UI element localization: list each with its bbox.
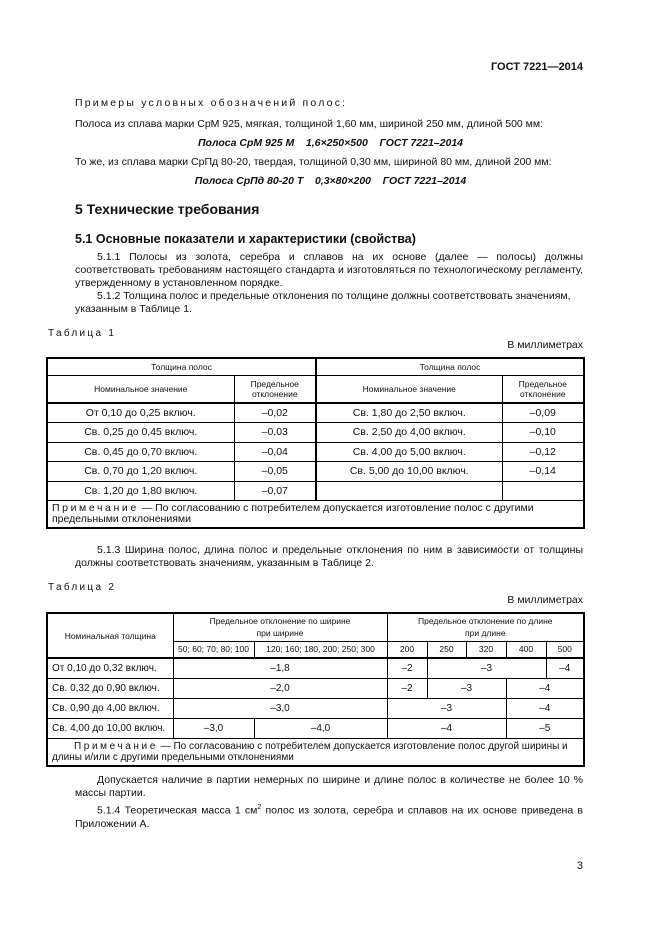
table-2-col-thickness: Номинальная толщина [47, 613, 173, 658]
table-2-col-length-500: 500 [546, 641, 584, 658]
table-cell [502, 481, 584, 501]
table-2-width-length [46, 612, 585, 767]
table-cell: –0,14 [502, 462, 584, 482]
table-1-note-text: — По согласованию с потребителем допускается изготовление полос с другими предельными отклонениями [52, 502, 534, 525]
superscript-2: 2 [257, 804, 262, 811]
table-1-col-nominal-right: Номинальное значение [316, 375, 502, 403]
table-2-width-header [173, 613, 387, 641]
document-header-standard: ГОСТ 7221—2014 [490, 61, 583, 73]
paragraph-5-1-2: 5.1.2 Толщина полос и предельные отклонения по толщине должны соответствовать значениям, указанным в Таблице 1. [75, 290, 571, 315]
table-cell: От 0,10 до 0,25 включ. [47, 403, 234, 423]
paragraph-5-1-4-text-a: 5.1.4 Теоретическая масса 1 см [97, 804, 258, 817]
table-cell: Св. 0,70 до 1,20 включ. [47, 462, 234, 482]
table-cell: –0,04 [234, 442, 316, 462]
paragraph-5-1-3: 5.1.3 Ширина полос, длина полос и предельные отклонения по ним в зависимости от толщины должны соответствовать значениям, указанным в Таблице 2. [75, 544, 583, 569]
table-cell: –4 [387, 718, 506, 738]
table-1-note [47, 501, 584, 529]
table-cell: –0,02 [234, 403, 316, 423]
table-cell: –3 [427, 678, 506, 698]
table-cell: –3,0 [173, 698, 387, 718]
table-2-col-width-1: 50; 60; 70; 80; 100 [173, 641, 254, 658]
table-1-units: В миллиметрах [507, 339, 583, 351]
table-cell: –4 [506, 678, 584, 698]
table-row [47, 442, 584, 462]
table-cell: –0,05 [234, 462, 316, 482]
table-2-note-text: — По согласованию с потребителем допускается изготовление полос другой ширины и длины и/или с другими предельными отклонениями [52, 740, 568, 763]
table-cell: –0,07 [234, 481, 316, 501]
table-row [47, 698, 584, 718]
paragraph-5-1-4-text-b: полос из золота, серебра и сплавов на их основе приведена в Приложении А. [75, 804, 583, 830]
table-2-length-header-line1: Предельное отклонение по длине [418, 616, 553, 627]
table-cell: –5 [506, 718, 584, 738]
table-1-thickness [46, 357, 585, 529]
table-row [47, 462, 584, 482]
table-cell: –4,0 [254, 718, 387, 738]
table-2-label: Таблица 2 [48, 582, 117, 593]
table-1-col-deviation-right: Предельное отклонение [502, 375, 584, 403]
paragraph-5-1-4 [75, 801, 583, 831]
table-row [47, 423, 584, 443]
section-5-title: 5 Технические требования [75, 201, 260, 217]
table-cell: Св. 5,00 до 10,00 включ. [316, 462, 502, 482]
table-2-units: В миллиметрах [507, 594, 583, 606]
section-5-1-title: 5.1 Основные показатели и характеристики (свойства) [75, 232, 416, 246]
table-cell: –0,09 [502, 403, 584, 423]
table-2-length-header [387, 613, 584, 641]
table-row [47, 658, 584, 678]
table-2-col-length-200: 200 [387, 641, 427, 658]
table-cell: Св. 0,32 до 0,90 включ. [47, 678, 173, 698]
table-1-col-nominal-left: Номинальное значение [47, 375, 234, 403]
table-cell: –4 [546, 658, 584, 678]
table-cell: –2 [387, 658, 427, 678]
table-row [47, 403, 584, 423]
table-2-note-label: Примечание [74, 740, 158, 752]
table-cell: Св. 2,50 до 4,00 включ. [316, 423, 502, 443]
table-cell: –0,10 [502, 423, 584, 443]
example-2-designation: Полоса СрПд 80-20 Т 0,3×80×200 ГОСТ 7221–2014 [194, 175, 467, 187]
table-cell: –4 [506, 698, 584, 718]
table-cell: –1,8 [173, 658, 387, 678]
paragraph-5-1-1: 5.1.1 Полосы из золота, серебра и сплавов на их основе (далее — полосы) должны соответствовать требованиям настоящего стандарта и изготовляться по технологическому регламенту, утвержденному в установленном порядке. [75, 251, 583, 289]
table-cell: Св. 4,00 до 10,00 включ. [47, 718, 173, 738]
table-row [47, 481, 584, 501]
table-1-group-header-left: Толщина полос [47, 358, 316, 375]
examples-title: Примеры условных обозначений полос: [75, 97, 348, 109]
table-1-group-header-right: Толщина полос [316, 358, 584, 375]
example-1-designation: Полоса СрМ 925 М 1,6×250×500 ГОСТ 7221–2014 [198, 137, 463, 149]
table-cell: –2,0 [173, 678, 387, 698]
table-cell: –0,03 [234, 423, 316, 443]
table-2-col-length-400: 400 [506, 641, 546, 658]
table-cell: Св. 1,80 до 2,50 включ. [316, 403, 502, 423]
table-cell: –3,0 [173, 718, 254, 738]
table-cell: –3 [427, 658, 546, 678]
table-1-label: Таблица 1 [48, 328, 117, 339]
table-2-width-header-line2: при ширине [256, 628, 304, 639]
table-cell: Св. 0,45 до 0,70 включ. [47, 442, 234, 462]
table-cell: Св. 4,00 до 5,00 включ. [316, 442, 502, 462]
table-cell: –0,12 [502, 442, 584, 462]
table-cell: Св. 0,90 до 4,00 включ. [47, 698, 173, 718]
table-2-col-length-320: 320 [466, 641, 506, 658]
table-1-col-deviation-left: Предельное отклонение [234, 375, 316, 403]
table-2-width-header-line1: Предельное отклонение по ширине [209, 616, 351, 627]
table-cell: От 0,10 до 0,32 включ. [47, 658, 173, 678]
table-cell [316, 481, 502, 501]
table-2-note [47, 738, 584, 766]
paragraph-allowance: Допускается наличие в партии немерных по ширине и длине полос в количестве не более 10 % массы партии. [75, 774, 583, 799]
table-2-col-length-250: 250 [427, 641, 466, 658]
example-1-description: Полоса из сплава марки СрМ 925, мягкая, толщиной 1,60 мм, шириной 250 мм, длиной 500 мм: [75, 118, 544, 130]
table-cell: Св. 1,20 до 1,80 включ. [47, 481, 234, 501]
table-2-col-width-2: 120; 160; 180, 200; 250; 300 [254, 641, 387, 658]
example-2-description: То же, из сплава марки СрПд 80-20, твердая, толщиной 0,30 мм, шириной 80 мм, длиной 200 мм: [75, 156, 552, 168]
table-2-length-header-line2: при длине [465, 628, 506, 639]
table-cell: –3 [387, 698, 506, 718]
table-1-note-label: Примечание [52, 502, 139, 514]
page-number: 3 [576, 860, 583, 872]
table-cell: Св. 0,25 до 0,45 включ. [47, 423, 234, 443]
table-row [47, 678, 584, 698]
table-cell: –2 [387, 678, 427, 698]
table-row [47, 718, 584, 738]
